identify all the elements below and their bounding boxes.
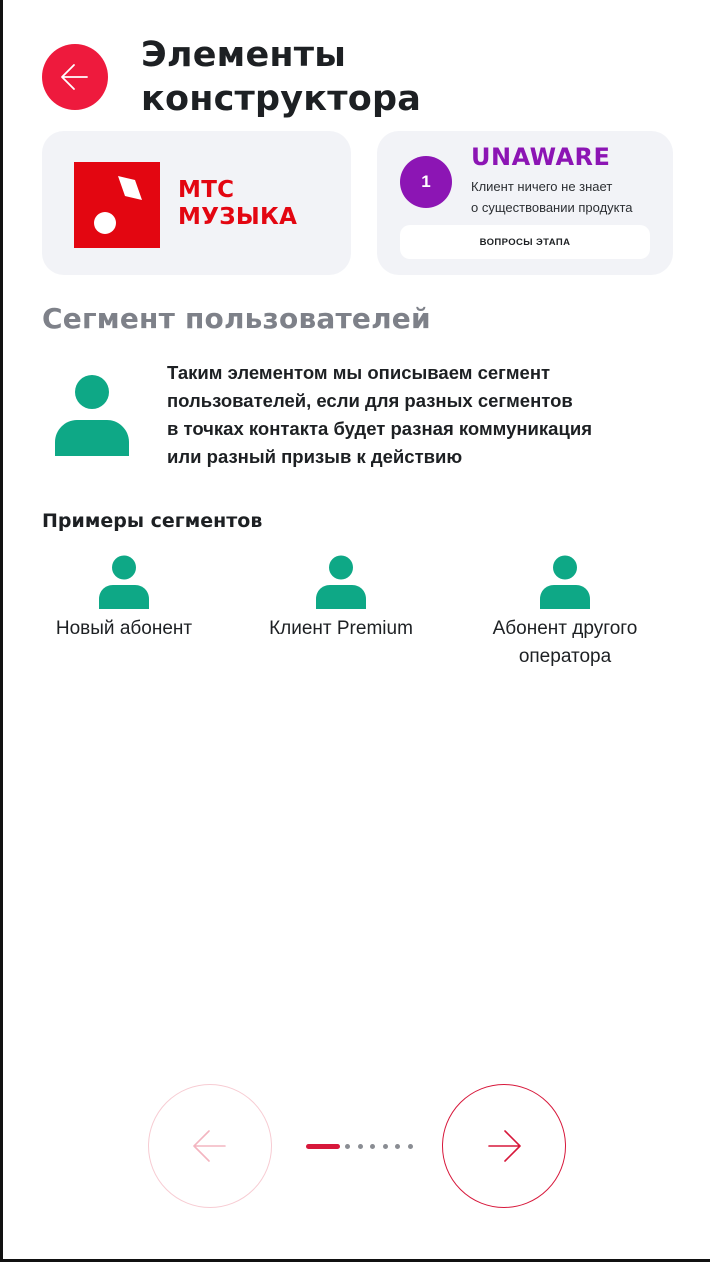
page-indicator-dot[interactable] (408, 1144, 413, 1149)
user-segment-icon (55, 374, 129, 456)
stage-number-badge: 1 (400, 156, 452, 208)
arrow-right-icon (486, 1128, 522, 1164)
user-icon (99, 555, 149, 609)
page-indicator-dot[interactable] (345, 1144, 350, 1149)
user-icon (316, 555, 366, 609)
arrow-left-icon (192, 1128, 228, 1164)
page-indicator-dot[interactable] (370, 1144, 375, 1149)
example-segment-new-subscriber (14, 555, 234, 643)
screen-edge-left (0, 0, 3, 1262)
stage-questions-button[interactable]: ВОПРОСЫ ЭТАПА (400, 225, 650, 259)
page-indicator-active[interactable] (306, 1144, 340, 1149)
example-segment-other-operator (453, 555, 677, 671)
page-title: Элементы конструктора (141, 35, 422, 119)
example-segment-premium-client (231, 555, 451, 643)
examples-title: Примеры сегментов (42, 510, 263, 532)
page-indicator-dot[interactable] (358, 1144, 363, 1149)
mts-music-logo-icon (74, 162, 160, 248)
section-description: Таким элементом мы описываем сегмент пользователей, если для разных сегментов в точках контакта будет разная коммуникация или разный призыв к действию (167, 362, 593, 467)
arrow-left-icon (58, 60, 92, 94)
brand-name: МТС МУЗЫКА (178, 177, 298, 230)
example-label: Абонент другого оператора (492, 618, 638, 667)
prev-page-button[interactable] (148, 1084, 272, 1208)
section-title: Сегмент пользователей (42, 302, 431, 335)
stage-title: UNAWARE (471, 143, 611, 171)
page-indicator-dot[interactable] (395, 1144, 400, 1149)
stage-description: Клиент ничего не знает о существовании продукта (471, 179, 633, 215)
stage-card (377, 131, 673, 275)
example-label: Новый абонент (55, 618, 193, 639)
example-label: Клиент Premium (269, 618, 413, 639)
next-page-button[interactable] (442, 1084, 566, 1208)
user-icon (540, 555, 590, 609)
page-indicator (306, 1142, 420, 1150)
brand-card (42, 131, 351, 275)
page-indicator-dot[interactable] (383, 1144, 388, 1149)
back-button[interactable] (42, 44, 108, 110)
